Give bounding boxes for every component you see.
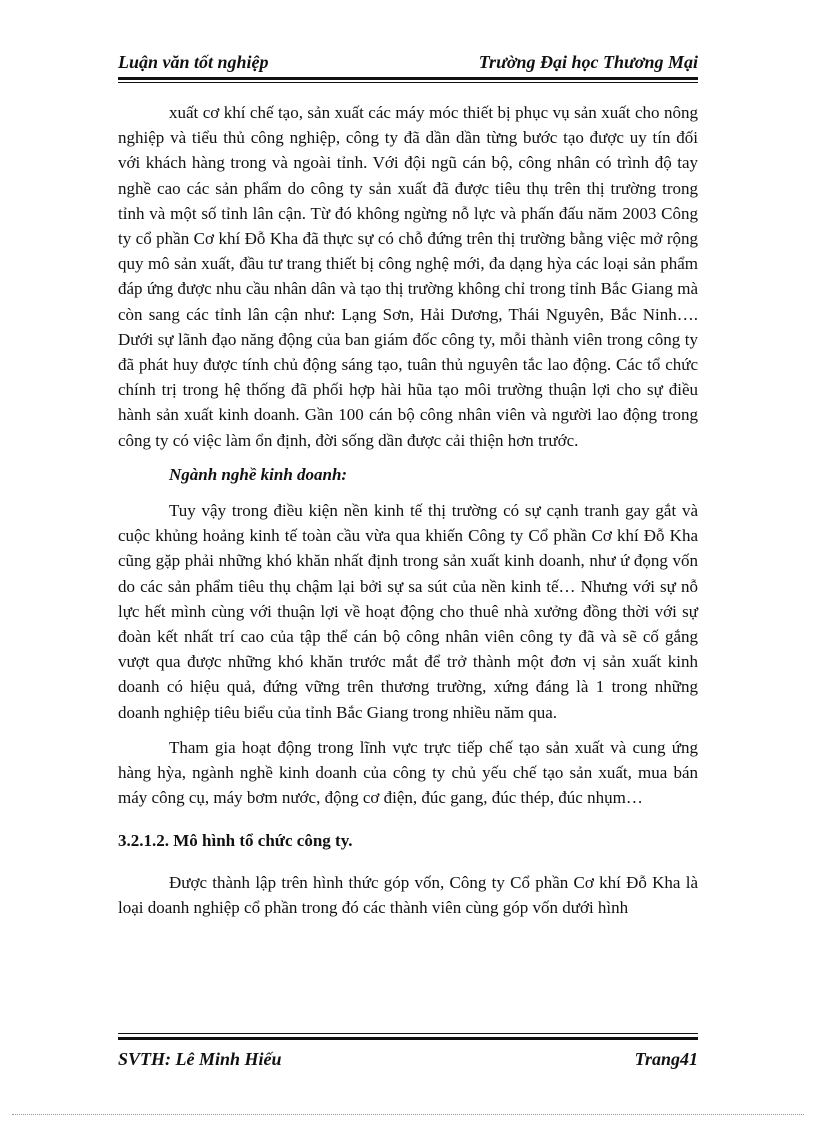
page-footer	[118, 1049, 698, 1070]
header-rule-thick	[118, 77, 698, 80]
footer-rule-thick	[118, 1037, 698, 1040]
body-paragraph-4: Được thành lập trên hình thức góp vốn, Công ty Cổ phần Cơ khí Đỗ Kha là loại doanh nghiệp cổ phần trong đó các thành viên cùng góp vốn dưới hình	[118, 872, 698, 917]
body-paragraph-2: Tuy vậy trong điều kiện nền kinh tế thị trường có sự cạnh tranh gay gắt và cuộc khủng hoảng kinh tế toàn cầu vừa qua khiến Công ty Cổ phần Cơ khí Đỗ Kha cũng gặp phải những khó khăn nhất định trong sản xuất kinh doanh, như ứ đọng vốn do các sản phẩm tiêu thụ chậm lại bởi sự sa sút của nền kinh tế… Nhưng với sự nỗ lực hết mình cùng với thuận lợi về hoạt động cho thuê nhà xưởng đồng thời với sự đoàn kết nhất trí cao của tập thể cán bộ công nhân viên công ty đã và sẽ cố gắng vượt qua được những khó khăn trước mắt để trở thành một đơn vị sản xuất kinh doanh có hiệu quả, đứng vững trên thương trường, xứng đáng là 1 trong những doanh nghiệp tiêu biểu của tỉnh Bắc Giang trong nhiều năm qua.	[118, 501, 698, 722]
page-header	[118, 52, 698, 73]
body-paragraph-1: xuất cơ khí chế tạo, sản xuất các máy móc thiết bị phục vụ sản xuất cho nông nghiệp và tiểu thủ công nghiệp, công ty đã dần dần từng bước tạo được uy tín đối với khách hàng trong và ngoài tỉnh. Với đội ngũ cán bộ, công nhân có trình độ tay nghề cao các sản phẩm do công ty sản xuất đã được tiêu thụ trên thị trường trong tỉnh và một số tỉnh lân cận. Từ đó không ngừng nỗ lực và phấn đấu năm 2003 Công ty cổ phần Cơ khí Đỗ Kha đã thực sự có chỗ đứng trên thị trường bằng việc mở rộng quy mô sản xuất, đầu tư trang thiết bị công nghệ mới, đa dạng hỳa các loại sản phẩm đáp ứng được nhu cầu nhân dân và tạo thị trường không chỉ trong tỉnh Bắc Giang mà còn sang các tỉnh lân cận như: Lạng Sơn, Hải Dương, Thái Nguyên, Bắc Ninh…. Dưới sự lãnh đạo năng động của ban giám đốc công ty, mỗi thành viên trong công ty đã phát huy được tính chủ động sáng tạo, tuân thủ nguyên tắc lao động. Các tổ chức chính trị trong hệ thống đã phối hợp hài hũa tạo môi trường thuận lợi cho sự điều hành sản xuất kinh doanh. Gần 100 cán bộ công nhân viên và người lao động trong công ty có việc làm ổn định, đời sống dần được cải thiện hơn trước.	[118, 103, 698, 450]
subheading-business-lines: Ngành nghề kinh doanh:	[169, 464, 348, 484]
body-paragraph-3: Tham gia hoạt động trong lĩnh vực trực tiếp chế tạo sản xuất và cung ứng hàng hỳa, ngành nghề kinh doanh của công ty chủ yếu chế tạo sản xuất, mua bán máy công cụ, máy bơm nước, động cơ điện, đúc gang, đúc thép, đúc nhụm…	[118, 737, 698, 808]
page-body	[118, 100, 698, 920]
footer-student-name: SVTH: Lê Minh Hiếu	[118, 1049, 282, 1069]
header-university-name: Trường Đại học Thương Mại	[478, 52, 698, 72]
page-bottom-dotted-border	[12, 1114, 804, 1115]
footer-rule-thin	[118, 1033, 698, 1034]
header-thesis-label: Luận văn tốt nghiệp	[118, 52, 269, 72]
header-rule-thin	[118, 82, 698, 83]
section-heading: 3.2.1.2. Mô hình tổ chức công ty.	[118, 831, 353, 851]
footer-page-number: Trang41	[634, 1049, 698, 1069]
